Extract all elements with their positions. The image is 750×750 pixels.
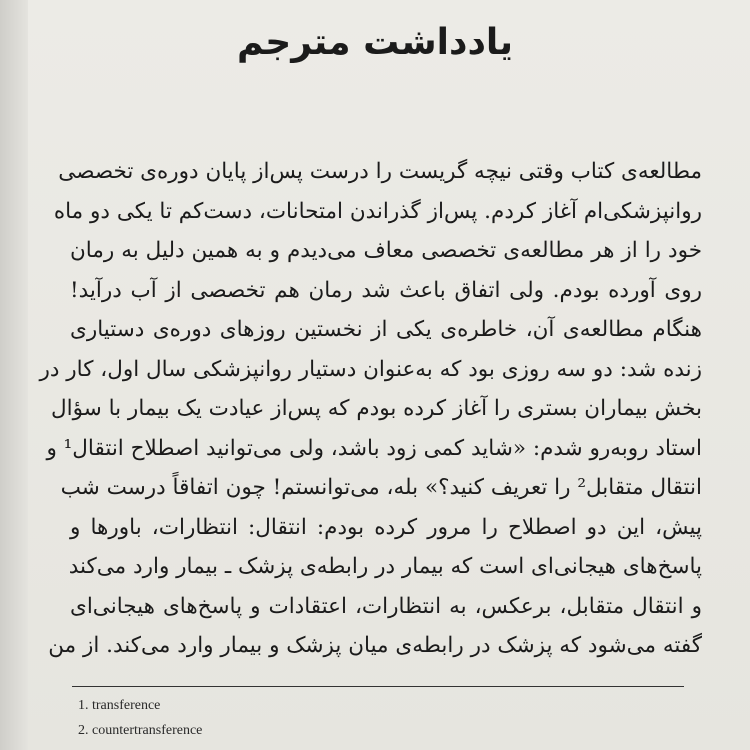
text-line: روی آورده بودم. ولی اتفاق باعث شد رمان هم تخصصی از آب درآید! xyxy=(70,277,702,303)
page-title: یادداشت مترجم xyxy=(237,22,513,63)
text-line: استاد روبه‌رو شدم: «شاید کمی زود باشد، ولی می‌توانید اصطلاح انتقال¹ و xyxy=(46,435,702,461)
text-line: خود را از هر مطالعه‌ی تخصصی معاف می‌دیدم و به همین دلیل به رمان xyxy=(70,238,702,263)
footnotes xyxy=(78,693,202,743)
text-line: هنگام مطالعه‌ی آن، خاطره‌ی یکی از نخستین روزهای دوره‌ی دستیاری xyxy=(70,317,702,342)
text-line: پاسخ‌های هیجانی‌ای است که بیمار در رابطه‌ی پزشک ـ بیمار وارد می‌کند xyxy=(68,554,702,579)
text-line: بخش بیماران بستری را آغاز کرده بودم که پس‌از عیادت یک بیمار با سؤال xyxy=(51,396,702,421)
text-line: گفته می‌شود که پزشک در رابطه‌ی میان پزشک و بیمار وارد می‌کند. از من xyxy=(48,633,702,658)
text-line: پیش، این دو اصطلاح را مرور کرده بودم: انتقال: انتظارات، باورها و xyxy=(70,514,702,540)
text-line: زنده شد: دو سه روزی بود که به‌عنوان دستیار روانپزشکی سال اول، کار در xyxy=(39,356,702,382)
text-line: انتقال متقابل² را تعریف کنید؟» بله، می‌توانستم! چون اتفاقاً درست شب xyxy=(60,475,702,500)
text-line: و انتقال متقابل، برعکس، به انتظارات، اعتقادات و پاسخ‌های هیجانی‌ای xyxy=(70,593,702,619)
footnote-2: 2. countertransference xyxy=(78,723,203,738)
footnote-divider xyxy=(72,686,684,687)
text-line: روانپزشکی‌ام آغاز کردم. پس‌از گذراندن امتحانات، دست‌کم تا یکی دو ماه xyxy=(53,198,702,224)
text-line: مطالعه‌ی کتاب وقتی نیچه گریست را درست پس‌از پایان دوره‌ی تخصصی xyxy=(58,159,702,184)
body-text xyxy=(39,152,702,666)
footnote-1: 1. transference xyxy=(78,698,161,713)
